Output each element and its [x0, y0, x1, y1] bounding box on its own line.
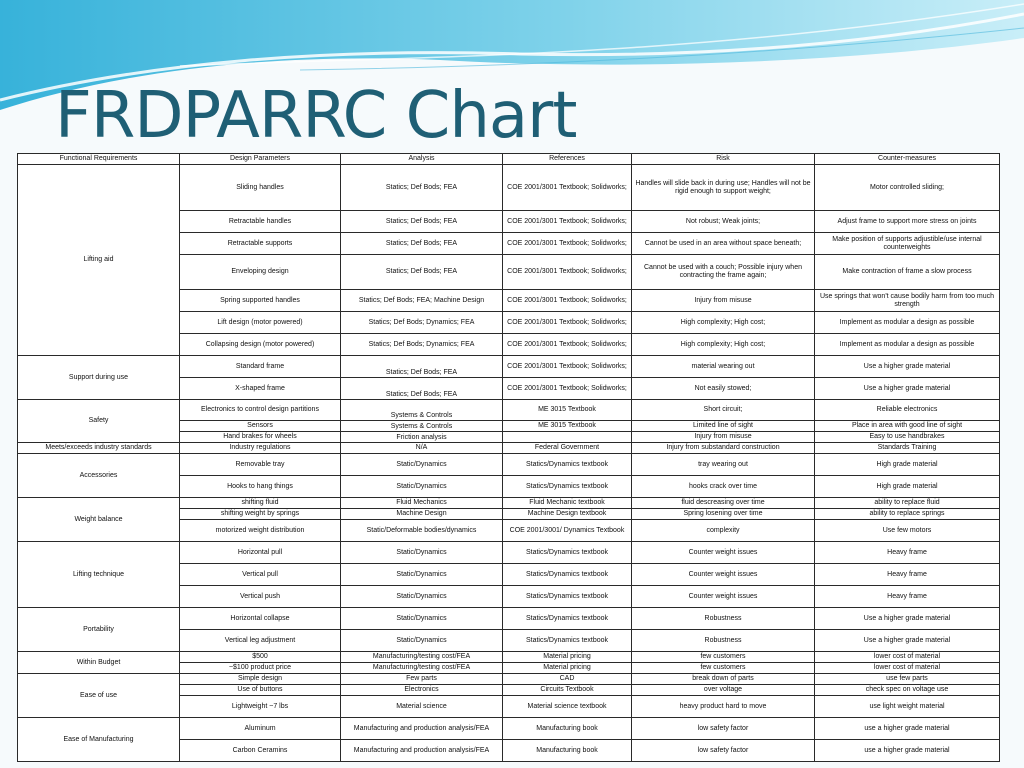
risk-cell: Short circuit; — [632, 400, 815, 421]
reference-cell: COE 2001/3001 Textbook; Solidworks; — [503, 211, 632, 233]
reference-cell: COE 2001/3001 Textbook; Solidworks; — [503, 290, 632, 312]
countermeasure-cell: High grade material — [815, 476, 1000, 498]
analysis-cell: Statics; Def Bods; Dynamics; FEA — [341, 334, 503, 356]
analysis-cell: Statics; Def Bods; FEA — [341, 356, 503, 378]
risk-cell: High complexity; High cost; — [632, 312, 815, 334]
reference-cell: Machine Design textbook — [503, 509, 632, 520]
analysis-cell: Machine Design — [341, 509, 503, 520]
analysis-cell: Statics; Def Bods; FEA; Machine Design — [341, 290, 503, 312]
countermeasure-cell: Heavy frame — [815, 542, 1000, 564]
functional-requirement-cell: Ease of Manufacturing — [18, 718, 180, 762]
design-parameter-cell: Sliding handles — [180, 165, 341, 211]
countermeasure-cell: Easy to use handbrakes — [815, 432, 1000, 443]
analysis-cell: Manufacturing/testing cost/FEA — [341, 663, 503, 674]
design-parameter-cell: Lift design (motor powered) — [180, 312, 341, 334]
reference-cell: Federal Government — [503, 443, 632, 454]
reference-cell — [503, 432, 632, 443]
countermeasure-cell: lower cost of material — [815, 663, 1000, 674]
countermeasure-cell: Use few motors — [815, 520, 1000, 542]
analysis-cell: Static/Dynamics — [341, 542, 503, 564]
countermeasure-cell: use a higher grade material — [815, 718, 1000, 740]
analysis-cell: Static/Dynamics — [341, 630, 503, 652]
reference-cell: Statics/Dynamics textbook — [503, 476, 632, 498]
reference-cell: Manufacturing book — [503, 718, 632, 740]
functional-requirement-cell: Safety — [18, 400, 180, 443]
table-row — [18, 718, 1000, 740]
table-row — [18, 165, 1000, 211]
risk-cell: Injury from substandard construction — [632, 443, 815, 454]
countermeasure-cell: use few parts — [815, 674, 1000, 685]
reference-cell: ME 3015 Textbook — [503, 400, 632, 421]
table-row — [18, 443, 1000, 454]
table-row — [18, 454, 1000, 476]
countermeasure-cell: Reliable electronics — [815, 400, 1000, 421]
risk-cell: Counter weight issues — [632, 564, 815, 586]
design-parameter-cell: Vertical pull — [180, 564, 341, 586]
table-row — [18, 356, 1000, 378]
reference-cell: Material pricing — [503, 663, 632, 674]
analysis-cell: Manufacturing and production analysis/FEA — [341, 718, 503, 740]
reference-cell: Material science textbook — [503, 696, 632, 718]
design-parameter-cell: Sensors — [180, 421, 341, 432]
analysis-cell: Static/Dynamics — [341, 564, 503, 586]
analysis-cell: Static/Dynamics — [341, 608, 503, 630]
reference-cell: Statics/Dynamics textbook — [503, 564, 632, 586]
countermeasure-cell: lower cost of material — [815, 652, 1000, 663]
risk-cell: Cannot be used in an area without space beneath; — [632, 233, 815, 255]
risk-cell: complexity — [632, 520, 815, 542]
design-parameter-cell: Collapsing design (motor powered) — [180, 334, 341, 356]
reference-cell: COE 2001/3001 Textbook; Solidworks; — [503, 165, 632, 211]
analysis-cell: Static/Dynamics — [341, 454, 503, 476]
design-parameter-cell: Horizontal pull — [180, 542, 341, 564]
design-parameter-cell: Use of buttons — [180, 685, 341, 696]
frdparrc-table — [17, 153, 1000, 762]
design-parameter-cell: Industry regulations — [180, 443, 341, 454]
risk-cell: High complexity; High cost; — [632, 334, 815, 356]
risk-cell: fluid descreasing over time — [632, 498, 815, 509]
reference-cell: Circuits Textbook — [503, 685, 632, 696]
risk-cell: Cannot be used with a couch; Possible injury when contracting the frame again; — [632, 255, 815, 290]
column-header: Design Parameters — [180, 154, 341, 165]
risk-cell: over voltage — [632, 685, 815, 696]
design-parameter-cell: shifting fluid — [180, 498, 341, 509]
functional-requirement-cell: Within Budget — [18, 652, 180, 674]
analysis-cell: Static/Dynamics — [341, 476, 503, 498]
countermeasure-cell: ability to replace fluid — [815, 498, 1000, 509]
risk-cell: break down of parts — [632, 674, 815, 685]
risk-cell: Handles will slide back in during use; Handles will not be rigid enough to support weight; — [632, 165, 815, 211]
countermeasure-cell: Use a higher grade material — [815, 608, 1000, 630]
risk-cell: tray wearing out — [632, 454, 815, 476]
countermeasure-cell: Heavy frame — [815, 564, 1000, 586]
analysis-cell: Electronics — [341, 685, 503, 696]
reference-cell: Statics/Dynamics textbook — [503, 586, 632, 608]
functional-requirement-cell: Ease of use — [18, 674, 180, 718]
countermeasure-cell: Use a higher grade material — [815, 630, 1000, 652]
design-parameter-cell: Simple design — [180, 674, 341, 685]
design-parameter-cell: Electronics to control design partitions — [180, 400, 341, 421]
risk-cell: Not robust; Weak joints; — [632, 211, 815, 233]
design-parameter-cell: X-shaped frame — [180, 378, 341, 400]
design-parameter-cell: Carbon Ceramins — [180, 740, 341, 762]
design-parameter-cell: Vertical leg adjustment — [180, 630, 341, 652]
analysis-cell: Statics; Def Bods; FEA — [341, 255, 503, 290]
table-row — [18, 652, 1000, 663]
reference-cell: CAD — [503, 674, 632, 685]
countermeasure-cell: Use a higher grade material — [815, 356, 1000, 378]
reference-cell: COE 2001/3001 Textbook; Solidworks; — [503, 255, 632, 290]
analysis-cell: Material science — [341, 696, 503, 718]
risk-cell: Robustness — [632, 630, 815, 652]
countermeasure-cell: check spec on voltage use — [815, 685, 1000, 696]
analysis-cell: Few parts — [341, 674, 503, 685]
countermeasure-cell: Make position of supports adjustible/use internal counterweights — [815, 233, 1000, 255]
column-header: Counter-measures — [815, 154, 1000, 165]
risk-cell: material wearing out — [632, 356, 815, 378]
analysis-cell: Systems & Controls — [341, 400, 503, 421]
risk-cell: low safety factor — [632, 718, 815, 740]
analysis-cell: Statics; Def Bods; FEA — [341, 165, 503, 211]
reference-cell: Statics/Dynamics textbook — [503, 542, 632, 564]
reference-cell: Statics/Dynamics textbook — [503, 608, 632, 630]
countermeasure-cell: ability to replace springs — [815, 509, 1000, 520]
design-parameter-cell: Horizontal collapse — [180, 608, 341, 630]
design-parameter-cell: Removable tray — [180, 454, 341, 476]
functional-requirement-cell: Portability — [18, 608, 180, 652]
reference-cell: Fluid Mechanic textbook — [503, 498, 632, 509]
risk-cell: few customers — [632, 652, 815, 663]
countermeasure-cell: Place in area with good line of sight — [815, 421, 1000, 432]
risk-cell: Robustness — [632, 608, 815, 630]
functional-requirement-cell: Lifting aid — [18, 165, 180, 356]
reference-cell: COE 2001/3001/ Dynamics Textbook — [503, 520, 632, 542]
design-parameter-cell: motorized weight distribution — [180, 520, 341, 542]
table-row — [18, 542, 1000, 564]
analysis-cell: Fluid Mechanics — [341, 498, 503, 509]
countermeasure-cell: use a higher grade material — [815, 740, 1000, 762]
analysis-cell: Static/Deformable bodies/dynamics — [341, 520, 503, 542]
functional-requirement-cell: Lifting technique — [18, 542, 180, 608]
risk-cell: hooks crack over time — [632, 476, 815, 498]
column-header: Risk — [632, 154, 815, 165]
countermeasure-cell: Heavy frame — [815, 586, 1000, 608]
reference-cell: Statics/Dynamics textbook — [503, 630, 632, 652]
countermeasure-cell: Implement as modular a design as possible — [815, 312, 1000, 334]
risk-cell: Counter weight issues — [632, 586, 815, 608]
reference-cell: COE 2001/3001 Textbook; Solidworks; — [503, 356, 632, 378]
table-row — [18, 498, 1000, 509]
analysis-cell: Manufacturing/testing cost/FEA — [341, 652, 503, 663]
column-header: Functional Requirements — [18, 154, 180, 165]
table-row — [18, 608, 1000, 630]
reference-cell: Statics/Dynamics textbook — [503, 454, 632, 476]
countermeasure-cell: Motor controlled sliding; — [815, 165, 1000, 211]
table-row — [18, 400, 1000, 421]
analysis-cell: Statics; Def Bods; Dynamics; FEA — [341, 312, 503, 334]
functional-requirement-cell: Accessories — [18, 454, 180, 498]
reference-cell: Manufacturing book — [503, 740, 632, 762]
analysis-cell: Statics; Def Bods; FEA — [341, 378, 503, 400]
countermeasure-cell: Implement as modular a design as possible — [815, 334, 1000, 356]
design-parameter-cell: Retractable supports — [180, 233, 341, 255]
reference-cell: COE 2001/3001 Textbook; Solidworks; — [503, 378, 632, 400]
countermeasure-cell: Use a higher grade material — [815, 378, 1000, 400]
reference-cell: COE 2001/3001 Textbook; Solidworks; — [503, 312, 632, 334]
column-header: References — [503, 154, 632, 165]
risk-cell: low safety factor — [632, 740, 815, 762]
risk-cell: Counter weight issues — [632, 542, 815, 564]
design-parameter-cell: Spring supported handles — [180, 290, 341, 312]
design-parameter-cell: shifting weight by springs — [180, 509, 341, 520]
table-row — [18, 674, 1000, 685]
risk-cell: Limited line of sight — [632, 421, 815, 432]
functional-requirement-cell: Support during use — [18, 356, 180, 400]
countermeasure-cell: High grade material — [815, 454, 1000, 476]
reference-cell: Material pricing — [503, 652, 632, 663]
risk-cell: heavy product hard to move — [632, 696, 815, 718]
reference-cell: COE 2001/3001 Textbook; Solidworks; — [503, 233, 632, 255]
risk-cell: few customers — [632, 663, 815, 674]
design-parameter-cell: Aluminum — [180, 718, 341, 740]
design-parameter-cell: Enveloping design — [180, 255, 341, 290]
design-parameter-cell: Vertical push — [180, 586, 341, 608]
risk-cell: Injury from misuse — [632, 432, 815, 443]
functional-requirement-cell: Meets/exceeds industry standards — [18, 443, 180, 454]
analysis-cell: Statics; Def Bods; FEA — [341, 233, 503, 255]
analysis-cell: Friction analysis — [341, 432, 503, 443]
analysis-cell: Manufacturing and production analysis/FEA — [341, 740, 503, 762]
design-parameter-cell: Hand brakes for wheels — [180, 432, 341, 443]
risk-cell: Not easily stowed; — [632, 378, 815, 400]
countermeasure-cell: use light weight material — [815, 696, 1000, 718]
functional-requirement-cell: Weight balance — [18, 498, 180, 542]
analysis-cell: Systems & Controls — [341, 421, 503, 432]
table-body — [18, 165, 1000, 762]
design-parameter-cell: Lightweight ~7 lbs — [180, 696, 341, 718]
design-parameter-cell: $500 — [180, 652, 341, 663]
countermeasure-cell: Use springs that won't cause bodily harm from too much strength — [815, 290, 1000, 312]
countermeasure-cell: Make contraction of frame a slow process — [815, 255, 1000, 290]
design-parameter-cell: Standard frame — [180, 356, 341, 378]
slide-title: FRDPARRC Chart — [55, 79, 577, 153]
design-parameter-cell: Hooks to hang things — [180, 476, 341, 498]
table-header-row — [18, 154, 1000, 165]
analysis-cell: Statics; Def Bods; FEA — [341, 211, 503, 233]
column-header: Analysis — [341, 154, 503, 165]
design-parameter-cell: ~$100 product price — [180, 663, 341, 674]
reference-cell: COE 2001/3001 Textbook; Solidworks; — [503, 334, 632, 356]
analysis-cell: N/A — [341, 443, 503, 454]
risk-cell: Spring losening over time — [632, 509, 815, 520]
analysis-cell: Static/Dynamics — [341, 586, 503, 608]
countermeasure-cell: Adjust frame to support more stress on joints — [815, 211, 1000, 233]
risk-cell: Injury from misuse — [632, 290, 815, 312]
countermeasure-cell: Standards Training — [815, 443, 1000, 454]
reference-cell: ME 3015 Textbook — [503, 421, 632, 432]
design-parameter-cell: Retractable handles — [180, 211, 341, 233]
